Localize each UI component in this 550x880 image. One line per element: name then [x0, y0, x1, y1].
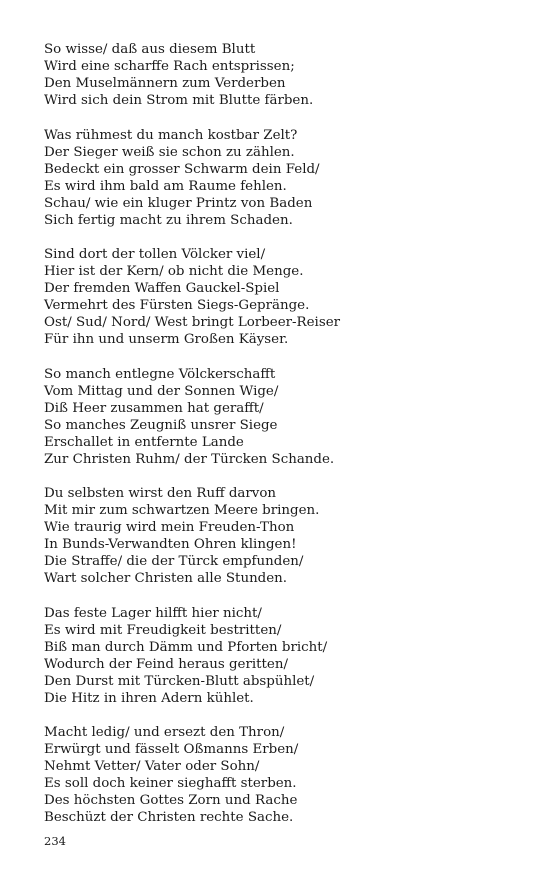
verse-line: Für ihn und unserm Großen Käyser. — [44, 332, 289, 347]
verse-line: Das feste Lager hilfft hier nicht/ — [44, 605, 262, 621]
verse-line: Erschallet in entfernte Lande — [44, 434, 244, 450]
verse-line: So wisse/ daß aus diesem Blutt — [44, 42, 256, 57]
stanza-5 — [44, 485, 524, 587]
verse-line: Macht ledig/ und ersezt den Thron/ — [44, 725, 285, 740]
stanza-2 — [44, 127, 524, 229]
verse-line: Erwürgt und fässelt Oßmanns Erben/ — [44, 742, 299, 757]
verse-line: Vom Mittag und der Sonnen Wige/ — [44, 383, 279, 399]
verse-line: Vermehrt des Fürsten Siegs-Gepränge. — [44, 298, 310, 313]
verse-line: Beschüzt der Christen rechte Sache. — [44, 810, 294, 825]
verse-line: Ost/ Sud/ Nord/ West bringt Lorbeer-Reiser — [44, 315, 341, 330]
verse-line: Es wird mit Freudigkeit bestritten/ — [44, 622, 282, 638]
verse-line: Was rühmest du manch kostbar Zelt? — [44, 127, 298, 143]
verse-line: Biß man durch Dämm und Pforten bricht/ — [44, 639, 328, 655]
verse-line: Du selbsten wirst den Ruff darvon — [44, 486, 277, 501]
verse-line: Der fremden Waffen Gauckel-Spiel — [44, 281, 280, 296]
verse-line: Wird eine scharffe Rach entsprissen; — [44, 59, 295, 74]
verse-line: Die Hitz in ihren Adern kühlet. — [44, 690, 254, 706]
verse-line: Es soll doch keiner sieghafft sterben. — [44, 776, 297, 791]
verse-line: Sich fertig macht zu ihrem Schaden. — [44, 212, 293, 228]
verse-line: Wie traurig wird mein Freuden-Thon — [44, 520, 295, 535]
verse-line: Bedeckt ein grosser Schwarm dein Feld/ — [44, 161, 320, 177]
page-number: 234 — [44, 834, 66, 848]
verse-line: Sind dort der tollen Völcker viel/ — [44, 247, 266, 262]
verse-line: Wird sich dein Strom mit Blutte färben. — [44, 93, 314, 108]
verse-line: Hier ist der Kern/ ob nicht die Menge. — [44, 264, 304, 279]
verse-line: Es wird ihm bald am Raume fehlen. — [44, 178, 287, 194]
verse-line: Zur Christen Ruhm/ der Türcken Schande. — [44, 451, 335, 467]
verse-line: So manches Zeugniß unsrer Siege — [44, 417, 278, 433]
verse-line: So manch entlegne Völckerschafft — [44, 366, 276, 382]
verse-line: Wodurch der Feind heraus geritten/ — [44, 656, 288, 672]
poem-body — [44, 41, 524, 844]
verse-line: Nehmt Vetter/ Vater oder Sohn/ — [44, 759, 260, 774]
stanza-6 — [44, 605, 524, 707]
verse-line: Des höchsten Gottes Zorn und Rache — [44, 793, 298, 808]
verse-line: Der Sieger weiß sie schon zu zählen. — [44, 144, 295, 160]
stanza-7 — [44, 724, 524, 826]
stanza-4 — [44, 366, 524, 468]
verse-line: Den Muselmännern zum Verderben — [44, 76, 286, 91]
verse-line: Schau/ wie ein kluger Printz von Baden — [44, 195, 313, 211]
verse-line: Mit mir zum schwartzen Meere bringen. — [44, 503, 320, 518]
stanza-1 — [44, 41, 524, 109]
verse-line: Diß Heer zusammen hat gerafft/ — [44, 400, 264, 416]
verse-line: Den Durst mit Türcken-Blutt abspühlet/ — [44, 673, 315, 689]
verse-line: Die Straffe/ die der Türck empfunden/ — [44, 554, 304, 569]
stanza-3 — [44, 246, 524, 348]
verse-line: Wart solcher Christen alle Stunden. — [44, 571, 288, 586]
verse-line: In Bunds-Verwandten Ohren klingen! — [44, 537, 297, 552]
